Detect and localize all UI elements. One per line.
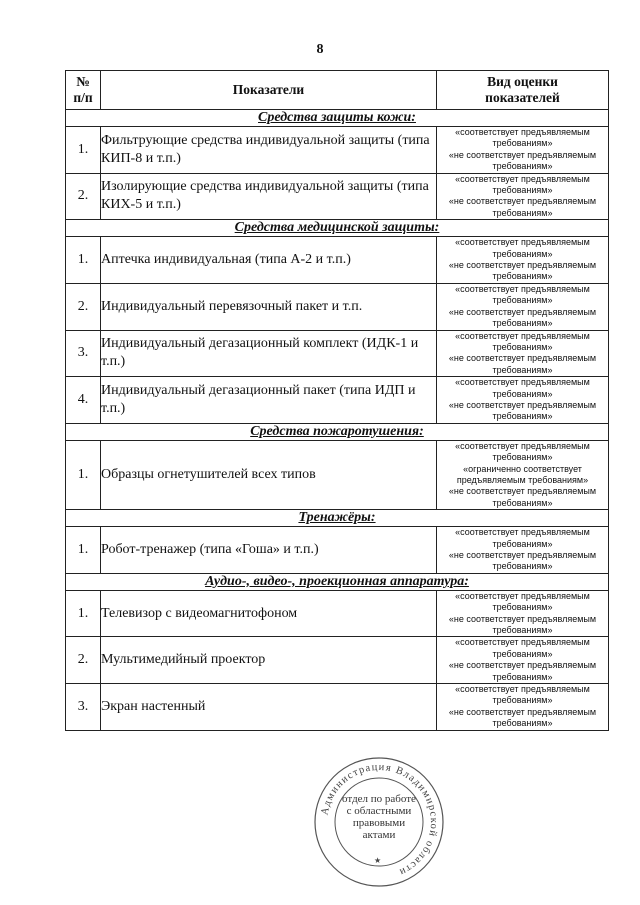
rating-option: «не соответствует предъявляемым требованиям» (448, 399, 597, 422)
row-number: 3. (66, 330, 101, 377)
rating-option: «соответствует предъявляемым требованиям» (455, 377, 590, 399)
rating-options (437, 173, 609, 220)
rating-option: «не соответствует предъявляемым требованиям» (448, 353, 597, 375)
section-title: Аудио-, видео-, проекционная аппаратура: (66, 573, 609, 590)
rating-option: «не соответствует предъявляемым требованиям» (448, 486, 597, 508)
rating-options (437, 377, 609, 424)
seal-center-line: отдел по работе (342, 793, 416, 805)
indicator-name: Экран настенный (101, 684, 437, 731)
table-row (66, 237, 609, 284)
indicator-name: Индивидуальный перевязочный пакет и т.п. (101, 283, 437, 330)
rating-option: «соответствует предъявляемым требованиям» (455, 127, 590, 149)
header-indicator: Показатели (101, 71, 437, 110)
section-title: Средства пожаротушения: (66, 423, 609, 440)
rating-options (437, 330, 609, 377)
rating-options (437, 527, 609, 574)
rating-option: «соответствует предъявляемым требованиям» (455, 440, 590, 463)
table-row (66, 377, 609, 424)
rating-options (437, 590, 609, 637)
rating-option: «соответствует предъявляемым требованиям» (455, 330, 590, 352)
rating-option: «соответствует предъявляемым требованиям» (455, 637, 590, 659)
rating-option: «соответствует предъявляемым требованиям» (455, 173, 590, 196)
row-number: 4. (66, 377, 101, 424)
row-number: 2. (66, 283, 101, 330)
table-row (66, 684, 609, 731)
rating-option: «соответствует предъявляемым требованиям» (455, 283, 590, 306)
row-number: 2. (66, 637, 101, 684)
seal-center-line: с областными (346, 805, 412, 817)
table-row (66, 440, 609, 509)
section-row (66, 220, 609, 237)
header-rating: Вид оценки показателей (437, 71, 609, 110)
rating-options (437, 637, 609, 684)
rating-options (437, 440, 609, 509)
indicator-name: Робот-тренажер (типа «Гоша» и т.п.) (101, 527, 437, 574)
table-row (66, 590, 609, 637)
rating-option: «не соответствует предъявляемым требованиям» (448, 149, 597, 172)
seal-center-line: актами (362, 829, 396, 841)
table-body (66, 110, 609, 731)
indicator-name: Образцы огнетушителей всех типов (101, 440, 437, 509)
rating-options (437, 127, 609, 174)
indicator-name: Аптечка индивидуальная (типа А-2 и т.п.) (101, 237, 437, 284)
table-row (66, 330, 609, 377)
row-number: 1. (66, 127, 101, 174)
rating-option: «соответствует предъявляемым требованиям» (455, 527, 590, 549)
indicator-name: Индивидуальный дегазационный пакет (типа ИДП и т.п.) (101, 377, 437, 424)
table-row (66, 173, 609, 220)
rating-option: «не соответствует предъявляемым требованиям» (448, 613, 597, 636)
indicators-table (65, 70, 609, 731)
rating-options (437, 684, 609, 731)
header-number: № п/п (66, 71, 101, 110)
seal-center-text (337, 793, 421, 841)
section-title: Средства медицинской защиты: (66, 220, 609, 237)
row-number: 3. (66, 684, 101, 731)
row-number: 1. (66, 527, 101, 574)
indicator-name: Изолирующие средства индивидуальной защиты (типа КИХ-5 и т.п.) (101, 173, 437, 220)
section-row (66, 510, 609, 527)
page-number: 8 (316, 42, 324, 57)
rating-options (437, 237, 609, 284)
table-row (66, 527, 609, 574)
rating-option: «соответствует предъявляемым требованиям» (455, 237, 590, 259)
rating-options (437, 283, 609, 330)
rating-option: «соответствует предъявляемым требованиям» (455, 684, 590, 706)
section-title: Средства защиты кожи: (66, 110, 609, 127)
rating-option: «не соответствует предъявляемым требованиям» (448, 260, 597, 282)
row-number: 1. (66, 590, 101, 637)
section-title: Тренажёры: (66, 510, 609, 527)
row-number: 2. (66, 173, 101, 220)
rating-option: «не соответствует предъявляемым требованиям» (448, 550, 597, 572)
rating-option: «ограниченно соответствует предъявляемым требованиям» (456, 463, 589, 485)
row-number: 1. (66, 440, 101, 509)
table-header-row (66, 71, 609, 110)
rating-option: «не соответствует предъявляемым требованиям» (448, 660, 597, 682)
row-number: 1. (66, 237, 101, 284)
rating-option: «соответствует предъявляемым требованиям» (455, 590, 590, 613)
indicator-name: Телевизор с видеомагнитофоном (101, 590, 437, 637)
rating-option: «не соответствует предъявляемым требованиям» (448, 706, 597, 729)
rating-option: «не соответствует предъявляемым требованиям» (448, 306, 597, 329)
section-row (66, 423, 609, 440)
rating-option: «не соответствует предъявляемым требованиям» (448, 196, 597, 218)
seal-center-line: правовыми (352, 817, 406, 829)
table-row (66, 127, 609, 174)
table-row (66, 637, 609, 684)
table-row (66, 283, 609, 330)
section-row (66, 110, 609, 127)
indicator-name: Фильтрующие средства индивидуальной защиты (типа КИП-8 и т.п.) (101, 127, 437, 174)
indicator-name: Индивидуальный дегазационный комплект (ИДК-1 и т.п.) (101, 330, 437, 377)
seal-ring-text: Администрация Владимирской области (319, 761, 440, 878)
seal-star-icon: ★ (374, 856, 382, 865)
indicator-name: Мультимедийный проектор (101, 637, 437, 684)
section-row (66, 573, 609, 590)
